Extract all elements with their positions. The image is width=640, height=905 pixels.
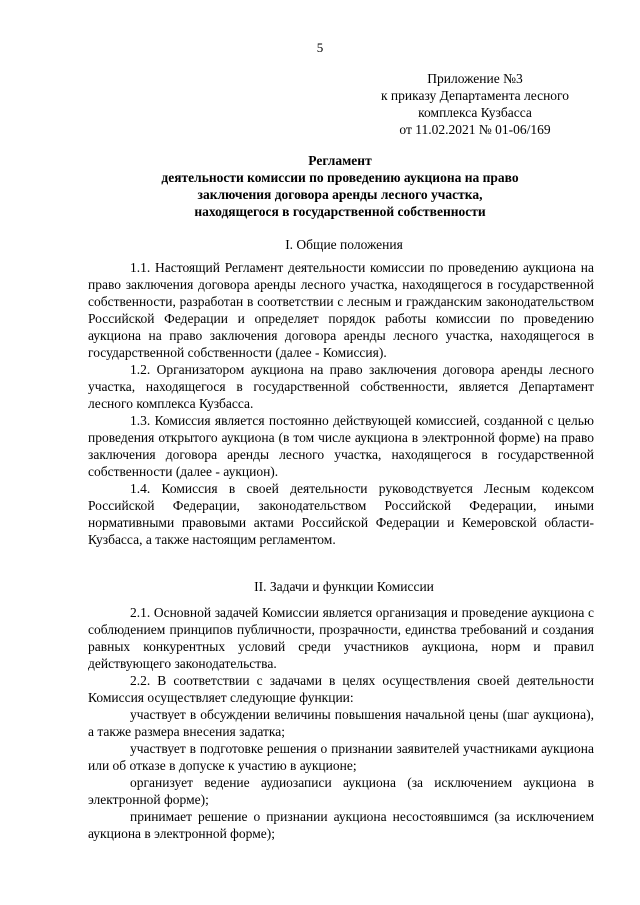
page-number: 5 [316,40,324,55]
appendix-line-1: Приложение №3 [427,71,523,86]
appendix-line-3: комплекса Кузбасса [418,105,532,120]
title-line-2: деятельности комиссии по проведению аукциона на право [161,170,519,185]
paragraph-2-2: 2.2. В соответствии с задачами в целях осуществления своей деятельности Комиссия осуществляет следующие функции: [88,673,594,705]
function-item: организует ведение аудиозаписи аукциона (за исключением аукциона в электронной форме); [88,775,594,807]
section-1-heading: I. Общие положения [285,237,403,252]
section-1-body [88,259,594,548]
function-item: участвует в подготовке решения о признании заявителей участниками аукциона или об отказе в допуске к участию в аукционе; [88,741,594,773]
paragraph-1-2: 1.2. Организатором аукциона на право заключения договора аренды лесного участка, находящегося в государственной собственности, является Департамент лесного комплекса Кузбасса. [88,362,594,411]
title-line-3: заключения договора аренды лесного участка, [197,187,483,202]
paragraph-2-1: 2.1. Основной задачей Комиссии является организация и проведение аукциона с соблюдением принципов публичности, прозрачности, единства требований и создания равных конкурентных условий среди участников аукциона, норм и правил действующего законодательства. [88,605,594,671]
section-2-heading: II. Задачи и функции Комиссии [254,579,434,594]
function-item: принимает решение о признании аукциона несостоявшимся (за исключением аукциона в электронной форме); [88,809,594,841]
title-line-4: находящегося в государственной собственности [194,204,486,219]
function-item: участвует в обсуждении величины повышения начальной цены (шаг аукциона), а также размера внесения задатка; [88,707,594,739]
paragraph-1-3: 1.3. Комиссия является постоянно действующей комиссией, созданной с целью проведения открытого аукциона (в том числе аукциона в электронной форме) на право заключения договора аренды лесного участка, находящегося в государственной собственности (далее - аукцион). [88,413,594,479]
appendix-block [360,70,590,138]
document-title [80,152,600,220]
paragraph-1-1: 1.1. Настоящий Регламент деятельности комиссии по проведению аукциона на право заключения договора аренды лесного участка, находящегося в государственной собственности, разработан в соответствии с лесным и гражданским законодательством Российской Федерации и определяет порядок работы комиссии по проведению аукциона на право заключения договора аренды лесного участка, находящегося в государственной собственности (далее - Комиссия). [88,260,594,360]
appendix-line-4: от 11.02.2021 № 01-06/169 [399,122,551,137]
title-line-1: Регламент [308,153,372,168]
section-2-body [88,604,594,842]
appendix-line-2: к приказу Департамента лесного [380,88,570,103]
paragraph-1-4: 1.4. Комиссия в своей деятельности руководствуется Лесным кодексом Российской Федерации, законодательством Российской Федерации, иными нормативными правовыми актами Российской Федерации и Кемеровской области-Кузбасса, а также настоящим регламентом. [88,481,594,547]
